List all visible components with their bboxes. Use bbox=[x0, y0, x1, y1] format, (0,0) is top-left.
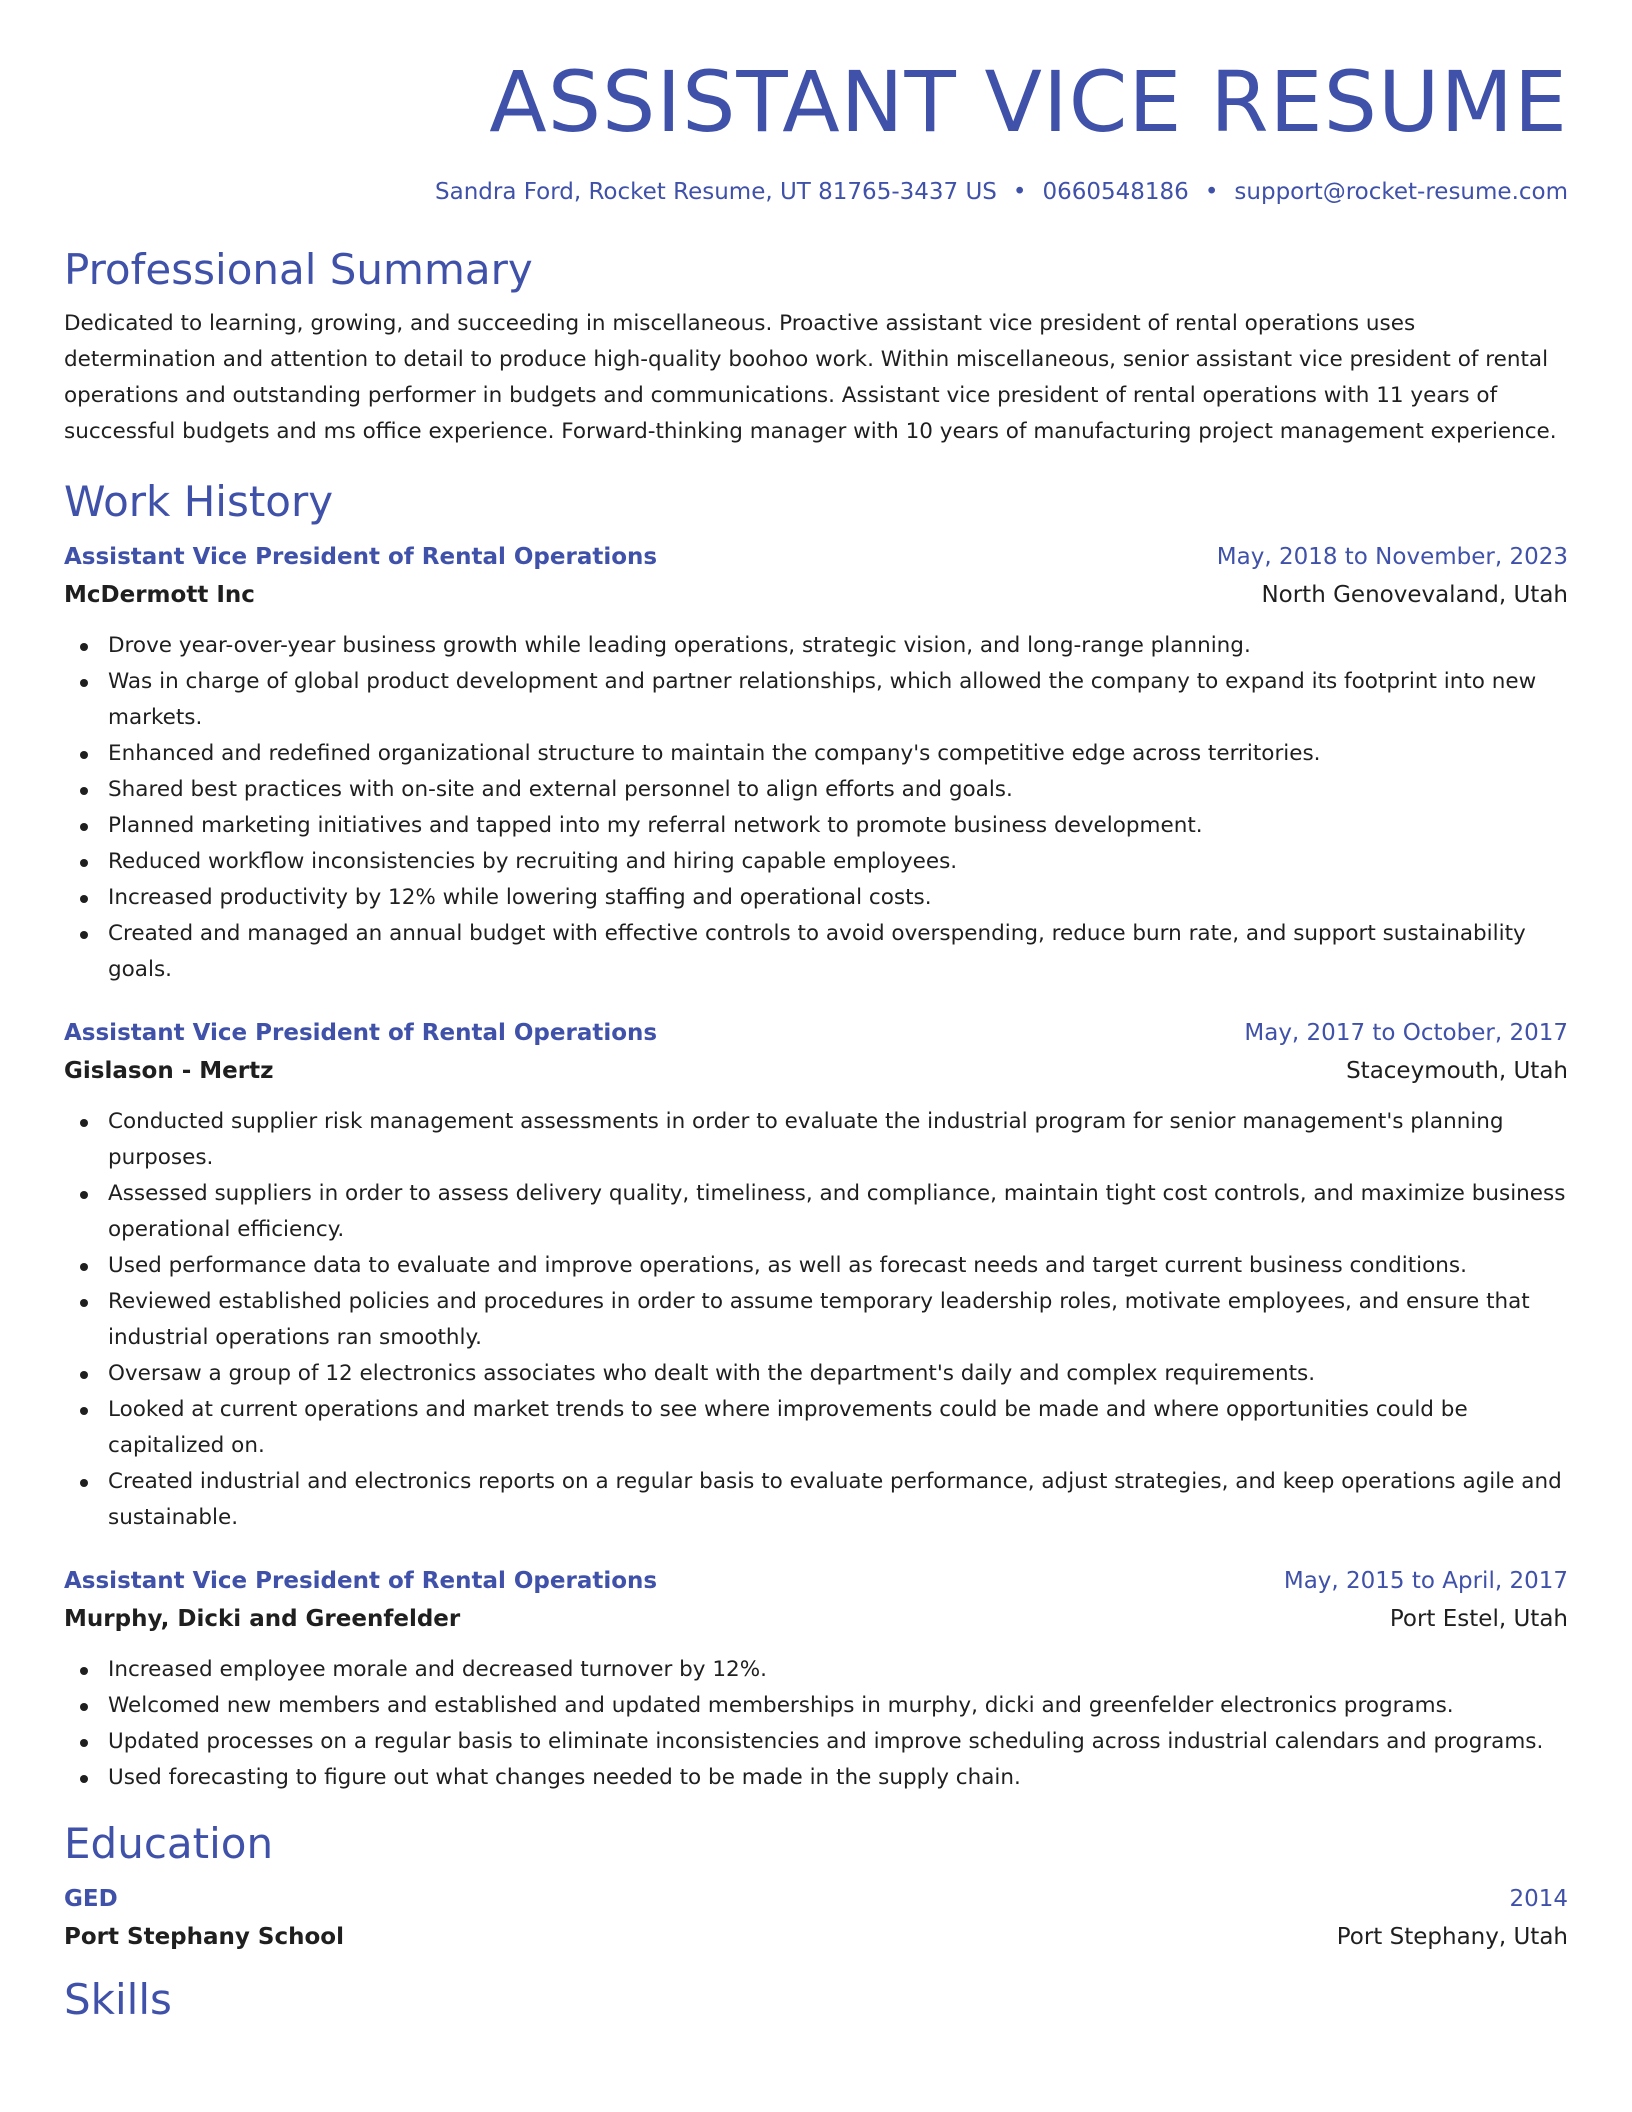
job-location: Staceymouth, Utah bbox=[1346, 1058, 1568, 1084]
job-entry bbox=[64, 1014, 1568, 1536]
section-title-education: Education bbox=[64, 1819, 274, 1868]
contact-phone: 0660548186 bbox=[1042, 179, 1189, 205]
job-bullet: Planned marketing initiatives and tapped into my referral network to promote business development. bbox=[108, 808, 1568, 844]
work-history-section bbox=[64, 476, 1568, 1796]
job-bullet-list bbox=[64, 1104, 1568, 1536]
resume-header bbox=[64, 52, 1568, 208]
job-location: Port Estel, Utah bbox=[1389, 1606, 1568, 1632]
job-bullet: Assessed suppliers in order to assess delivery quality, timeliness, and compliance, maintain tight cost controls, and maximize business operational efficiency. bbox=[108, 1176, 1568, 1248]
education-entry bbox=[64, 1880, 1568, 1956]
job-entry bbox=[64, 1562, 1568, 1796]
job-bullet: Conducted supplier risk management assessments in order to evaluate the industrial program for senior management's planning purposes. bbox=[108, 1104, 1568, 1176]
summary-section bbox=[64, 244, 1568, 450]
contact-separator: • bbox=[1012, 179, 1027, 205]
job-bullet: Shared best practices with on-site and external personnel to align efforts and goals. bbox=[108, 772, 1568, 808]
job-company: Gislason - Mertz bbox=[64, 1058, 274, 1084]
job-dates: May, 2018 to November, 2023 bbox=[1216, 544, 1568, 570]
job-bullet: Was in charge of global product development and partner relationships, which allowed the company to expand its footprint into new markets. bbox=[108, 664, 1568, 736]
job-company: Murphy, Dicki and Greenfelder bbox=[64, 1606, 461, 1632]
job-bullet: Looked at current operations and market trends to see where improvements could be made and where opportunities could be capitalized on. bbox=[108, 1392, 1568, 1464]
job-bullet: Drove year-over-year business growth while leading operations, strategic vision, and long-range planning. bbox=[108, 628, 1568, 664]
job-bullet-list bbox=[64, 628, 1568, 988]
job-bullet: Updated processes on a regular basis to eliminate inconsistencies and improve scheduling across industrial calendars and programs. bbox=[108, 1724, 1568, 1760]
job-bullet: Created and managed an annual budget with effective controls to avoid overspending, reduce burn rate, and support sustainability goals. bbox=[108, 916, 1568, 988]
contact-address: Sandra Ford, Rocket Resume, UT 81765-3437 US bbox=[435, 179, 997, 205]
education-section bbox=[64, 1818, 1568, 1956]
job-entry bbox=[64, 538, 1568, 988]
job-dates: May, 2015 to April, 2017 bbox=[1283, 1568, 1568, 1594]
job-bullet: Created industrial and electronics reports on a regular basis to evaluate performance, adjust strategies, and keep operations agile and sustainable. bbox=[108, 1464, 1568, 1536]
job-bullet: Reviewed established policies and procedures in order to assume temporary leadership roles, motivate employees, and ensure that industrial operations ran smoothly. bbox=[108, 1284, 1568, 1356]
section-title-summary: Professional Summary bbox=[64, 245, 533, 294]
job-location: North Genovevaland, Utah bbox=[1261, 582, 1568, 608]
job-company: McDermott Inc bbox=[64, 582, 255, 608]
job-bullet: Reduced workflow inconsistencies by recruiting and hiring capable employees. bbox=[108, 844, 1568, 880]
summary-text: Dedicated to learning, growing, and succeeding in miscellaneous. Proactive assistant vice president of rental operations uses determination and attention to detail to produce high-quality boohoo work. Within miscellaneous, senior assistant vice president of rental operations and outstanding performer in budgets and communications. Assistant vice president of rental operations with 11 years of successful budgets and ms office experience. Forward-thinking manager with 10 years of manufacturing project management experience. bbox=[64, 311, 1557, 444]
contact-separator: • bbox=[1204, 179, 1219, 205]
resume-title: ASSISTANT VICE RESUME bbox=[489, 53, 1568, 151]
education-degree: GED bbox=[64, 1886, 118, 1912]
skills-section bbox=[64, 1974, 1568, 2026]
contact-email: support@rocket-resume.com bbox=[1234, 179, 1568, 205]
job-bullet: Oversaw a group of 12 electronics associates who dealt with the department's daily and complex requirements. bbox=[108, 1356, 1568, 1392]
contact-line bbox=[64, 176, 1568, 208]
section-title-skills: Skills bbox=[64, 1975, 172, 2024]
job-bullet: Increased productivity by 12% while lowering staffing and operational costs. bbox=[108, 880, 1568, 916]
job-bullet: Used forecasting to figure out what changes needed to be made in the supply chain. bbox=[108, 1760, 1568, 1796]
job-role: Assistant Vice President of Rental Operations bbox=[64, 1568, 658, 1594]
education-year: 2014 bbox=[1509, 1886, 1568, 1912]
job-dates: May, 2017 to October, 2017 bbox=[1244, 1020, 1568, 1046]
education-school: Port Stephany School bbox=[64, 1924, 344, 1950]
job-bullet: Used performance data to evaluate and improve operations, as well as forecast needs and target current business conditions. bbox=[108, 1248, 1568, 1284]
job-bullet: Enhanced and redefined organizational structure to maintain the company's competitive edge across territories. bbox=[108, 736, 1568, 772]
section-title-work-history: Work History bbox=[64, 477, 334, 526]
education-location: Port Stephany, Utah bbox=[1336, 1924, 1568, 1950]
job-role: Assistant Vice President of Rental Operations bbox=[64, 1020, 658, 1046]
job-role: Assistant Vice President of Rental Operations bbox=[64, 544, 658, 570]
job-bullet: Welcomed new members and established and updated memberships in murphy, dicki and greenfelder electronics programs. bbox=[108, 1688, 1568, 1724]
job-bullet-list bbox=[64, 1652, 1568, 1796]
job-bullet: Increased employee morale and decreased turnover by 12%. bbox=[108, 1652, 1568, 1688]
